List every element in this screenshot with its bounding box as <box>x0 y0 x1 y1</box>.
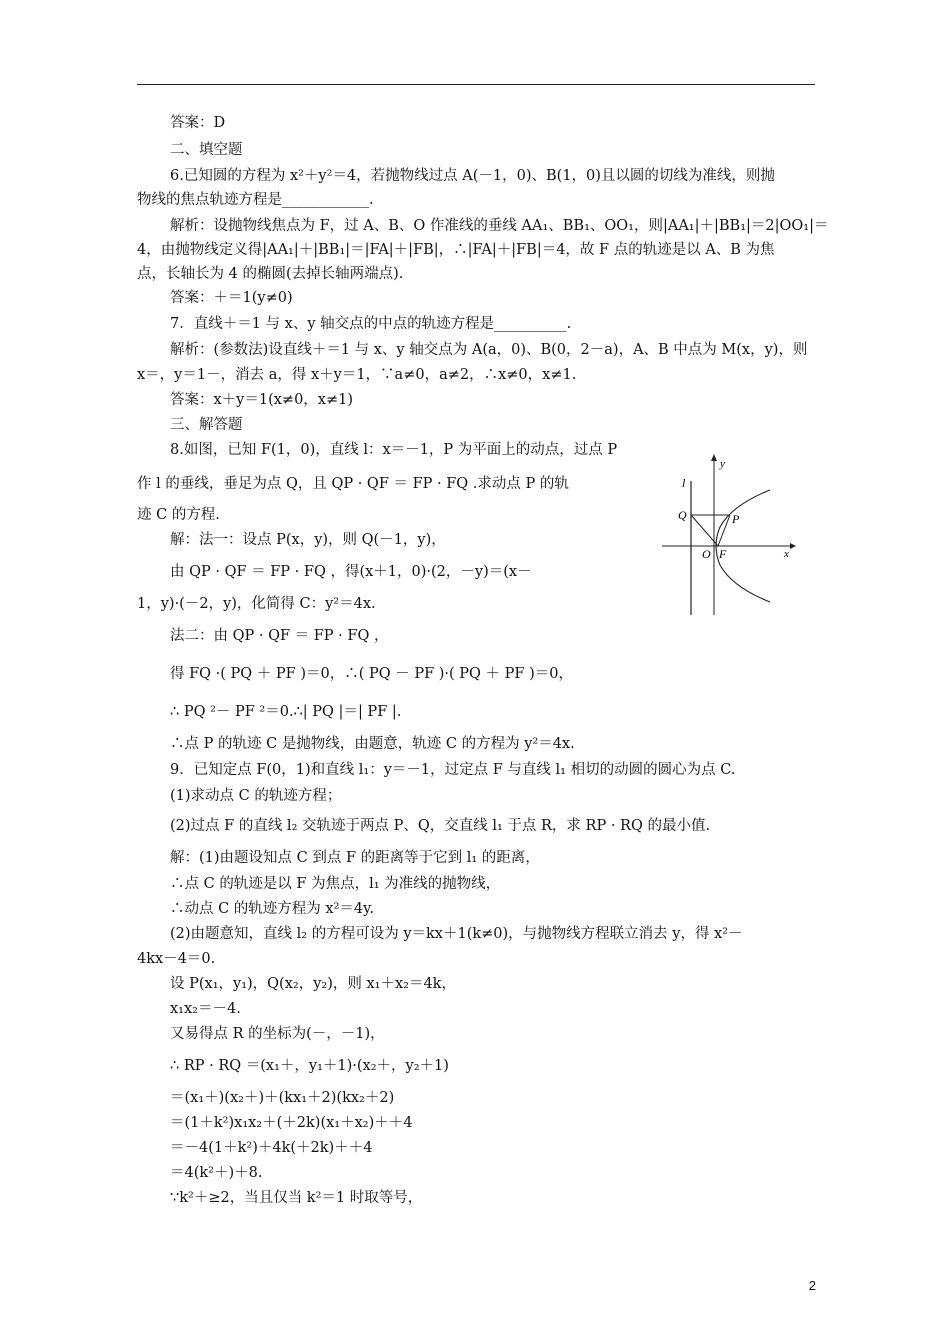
x-axis-arrow <box>790 543 796 549</box>
text-line: ∵k²＋≥2，当且仅当 k²＝1 时取等号， <box>170 1190 423 1206</box>
text-line: 答案：D <box>170 115 226 131</box>
label-l: l <box>682 476 686 490</box>
text-line: (1)求动点 C 的轨迹方程； <box>170 788 342 804</box>
text-line: 6.已知圆的方程为 x²＋y²＝4，若抛物线过点 A(－1，0)、B(1，0)且以圆的切线为准线，则抛 <box>170 168 775 184</box>
text-line: 法二：由 QP · QF ＝ FP · FQ ， <box>170 628 389 644</box>
text-line: 答案：x＋y＝1(x≠0，x≠1) <box>170 392 354 408</box>
text-line: 9．已知定点 F(0，1)和直线 l₁：y＝－1，过定点 F 与直线 l₁ 相切的动圆的圆心为点 C. <box>170 762 736 778</box>
text-line: ∴ RP · RQ ＝(x₁＋，y₁＋1)·(x₂＋，y₂＋1) <box>170 1058 449 1074</box>
label-x: x <box>784 548 789 560</box>
header-rule <box>137 84 815 85</box>
text-line: 迹 C 的方程. <box>137 507 220 523</box>
parabola-figure <box>652 447 802 617</box>
text-line: (2)过点 F 的直线 l₂ 交轨迹于两点 P、Q，交直线 l₁ 于点 R，求 RP · RQ 的最小值. <box>170 818 711 834</box>
label-p: P <box>732 512 740 526</box>
text-line: 物线的焦点轨迹方程是____________. <box>137 192 374 208</box>
text-line: ＝4(k²＋)＋8. <box>170 1165 263 1181</box>
text-line: 解：(1)由题设知点 C 到点 F 的距离等于它到 l₁ 的距离， <box>170 850 540 866</box>
text-line: 4kx－4＝0. <box>137 951 216 967</box>
label-q: Q <box>678 508 687 522</box>
text-line: 设 P(x₁，y₁)，Q(x₂，y₂)，则 x₁＋x₂＝4k， <box>170 976 456 992</box>
text-line: 三、解答题 <box>170 417 243 433</box>
text-line: 点，长轴长为 4 的椭圆(去掉长轴两端点). <box>137 266 404 282</box>
text-line: 又易得点 R 的坐标为(－，－1)， <box>170 1026 385 1042</box>
text-line: ＝(x₁＋)(x₂＋)＋(kx₁＋2)(kx₂＋2) <box>170 1090 395 1106</box>
text-line: 4，由抛物线定义得|AA₁|＋|BB₁|＝|FA|＋|FB|，∴|FA|＋|FB|＝4，故 F 点的轨迹是以 A、B 为焦 <box>137 242 775 258</box>
text-line: ＝(1＋k²)x₁x₂＋(＋2k)(x₁＋x₂)＋＋4 <box>170 1115 413 1131</box>
text-line: 得 FQ ·( PQ ＋ PF )＝0，∴( PQ － PF )·( PQ ＋ PF )＝0， <box>170 666 573 682</box>
label-f: F <box>719 547 727 561</box>
label-y: y <box>720 458 725 470</box>
text-line: 1，y)·(－2，y)，化简得 C：y²＝4x. <box>137 596 376 612</box>
text-line: ∴动点 C 的轨迹方程为 x²＝4y. <box>170 901 375 917</box>
text-line: 解：法一：设点 P(x，y)，则 Q(－1，y)， <box>170 532 446 548</box>
text-line: ∴ PQ ²－ PF ²＝0.∴| PQ |＝| PF |. <box>170 704 402 720</box>
text-line: 解析：(参数法)设直线＋＝1 与 x、y 轴交点为 A(a，0)、B(0，2－a)，A、B 中点为 M(x，y)，则 <box>170 342 808 358</box>
text-line: ∴点 C 的轨迹是以 F 为焦点，l₁ 为准线的抛物线， <box>170 876 501 892</box>
text-line: x＝，y＝1－，消去 a，得 x＋y＝1，∵a≠0，a≠2，∴x≠0，x≠1. <box>137 367 577 383</box>
text-line: ∴点 P 的轨迹 C 是抛物线，由题意，轨迹 C 的方程为 y²＝4x. <box>170 736 575 752</box>
text-line: 7．直线＋＝1 与 x、y 轴交点的中点的轨迹方程是__________. <box>170 316 572 332</box>
text-line: x₁x₂＝－4. <box>170 1001 241 1017</box>
segment-pf <box>718 515 730 546</box>
text-line: 答案：＋＝1(y≠0) <box>170 290 293 306</box>
text-line: (2)由题意知，直线 l₂ 的方程可设为 y＝kx＋1(k≠0)，与抛物线方程联立消去 y，得 x²－ <box>170 926 743 942</box>
label-o: O <box>702 547 711 561</box>
text-line: 由 QP · QF ＝ FP · FQ ，得(x＋1，0)·(2，－y)＝(x－ <box>170 564 532 580</box>
text-line: 8.如图，已知 F(1，0)，直线 l：x＝－1，P 为平面上的动点，过点 P <box>170 442 618 458</box>
text-line: 二、填空题 <box>170 142 243 158</box>
text-line: ＝－4(1＋k²)＋4k(＋2k)＋＋4 <box>170 1140 373 1156</box>
y-axis-arrow <box>711 454 717 461</box>
text-line: 作 l 的垂线，垂足为点 Q，且 QP · QF ＝ FP · FQ .求动点 P 的轨 <box>137 476 569 492</box>
page-number: 2 <box>808 1278 816 1293</box>
text-line: 解析：设抛物线焦点为 F，过 A、B、O 作准线的垂线 AA₁、BB₁、OO₁，则|AA₁|＋|BB₁|＝2|OO₁|＝ <box>170 218 829 234</box>
